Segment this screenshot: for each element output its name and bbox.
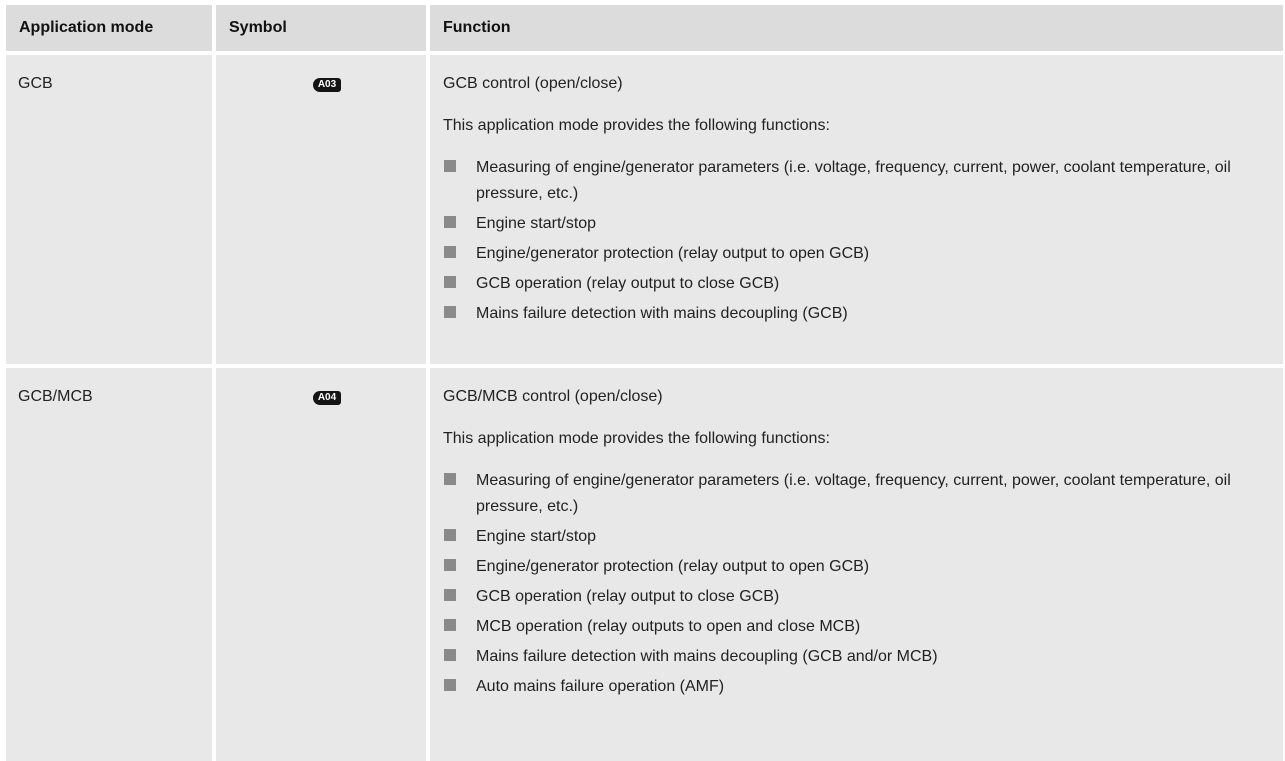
mode-symbol-icon: A03 — [313, 78, 341, 92]
list-item — [443, 211, 1271, 237]
list-item-text: Measuring of engine/generator parameters (i.e. voltage, frequency, current, power, coolant temperature, oil pressure, etc.) — [476, 159, 1231, 202]
header-symbol-label: Symbol — [229, 19, 287, 36]
square-bullet-icon — [444, 160, 456, 172]
list-item — [443, 554, 1271, 580]
list-item — [443, 614, 1271, 640]
list-item-text: Engine start/stop — [476, 528, 597, 545]
list-item — [443, 241, 1271, 267]
header-cell-symbol — [216, 5, 426, 51]
symbol-cell — [216, 368, 426, 761]
mode-cell — [6, 368, 212, 761]
list-item-text: Auto mains failure operation (AMF) — [476, 678, 725, 695]
square-bullet-icon — [444, 246, 456, 258]
mode-cell — [6, 55, 212, 364]
square-bullet-icon — [444, 649, 456, 661]
function-cell — [430, 368, 1283, 761]
mode-label: GCB/MCB — [18, 388, 93, 405]
mode-label: GCB — [18, 75, 53, 92]
square-bullet-icon — [444, 619, 456, 631]
list-item-text: Mains failure detection with mains decoupling (GCB and/or MCB) — [476, 648, 938, 665]
symbol-cell — [216, 55, 426, 364]
list-item-text: Measuring of engine/generator parameters (i.e. voltage, frequency, current, power, coolant temperature, oil pressure, etc.) — [476, 472, 1231, 515]
list-item — [443, 584, 1271, 610]
function-list — [443, 468, 1271, 700]
header-mode-label: Application mode — [19, 19, 154, 36]
table-header-row — [0, 5, 1285, 51]
function-title: GCB/MCB control (open/close) — [443, 388, 663, 405]
square-bullet-icon — [444, 559, 456, 571]
square-bullet-icon — [444, 589, 456, 601]
function-content — [443, 71, 1271, 331]
table-row — [0, 55, 1285, 364]
list-item — [443, 301, 1271, 327]
list-item-text: GCB operation (relay output to close GCB) — [476, 588, 780, 605]
table-row — [0, 368, 1285, 761]
header-cell-mode — [6, 5, 212, 51]
function-content — [443, 384, 1271, 704]
list-item — [443, 155, 1271, 207]
list-item-text: GCB operation (relay output to close GCB) — [476, 275, 780, 292]
list-item — [443, 271, 1271, 297]
function-intro: This application mode provides the following functions: — [443, 430, 830, 447]
function-title: GCB control (open/close) — [443, 75, 623, 92]
square-bullet-icon — [444, 276, 456, 288]
function-list — [443, 155, 1271, 327]
header-function-label: Function — [443, 19, 511, 36]
function-intro: This application mode provides the following functions: — [443, 117, 830, 134]
square-bullet-icon — [444, 679, 456, 691]
list-item-text: Engine start/stop — [476, 215, 597, 232]
square-bullet-icon — [444, 216, 456, 228]
list-item — [443, 674, 1271, 700]
square-bullet-icon — [444, 306, 456, 318]
mode-symbol-icon: A04 — [313, 391, 341, 405]
list-item — [443, 524, 1271, 550]
square-bullet-icon — [444, 529, 456, 541]
list-item-text: MCB operation (relay outputs to open and close MCB) — [476, 618, 861, 635]
list-item-text: Engine/generator protection (relay output to open GCB) — [476, 245, 870, 262]
list-item-text: Engine/generator protection (relay output to open GCB) — [476, 558, 870, 575]
function-cell — [430, 55, 1283, 364]
list-item — [443, 468, 1271, 520]
list-item-text: Mains failure detection with mains decoupling (GCB) — [476, 305, 848, 322]
square-bullet-icon — [444, 473, 456, 485]
header-cell-function — [430, 5, 1283, 51]
list-item — [443, 644, 1271, 670]
